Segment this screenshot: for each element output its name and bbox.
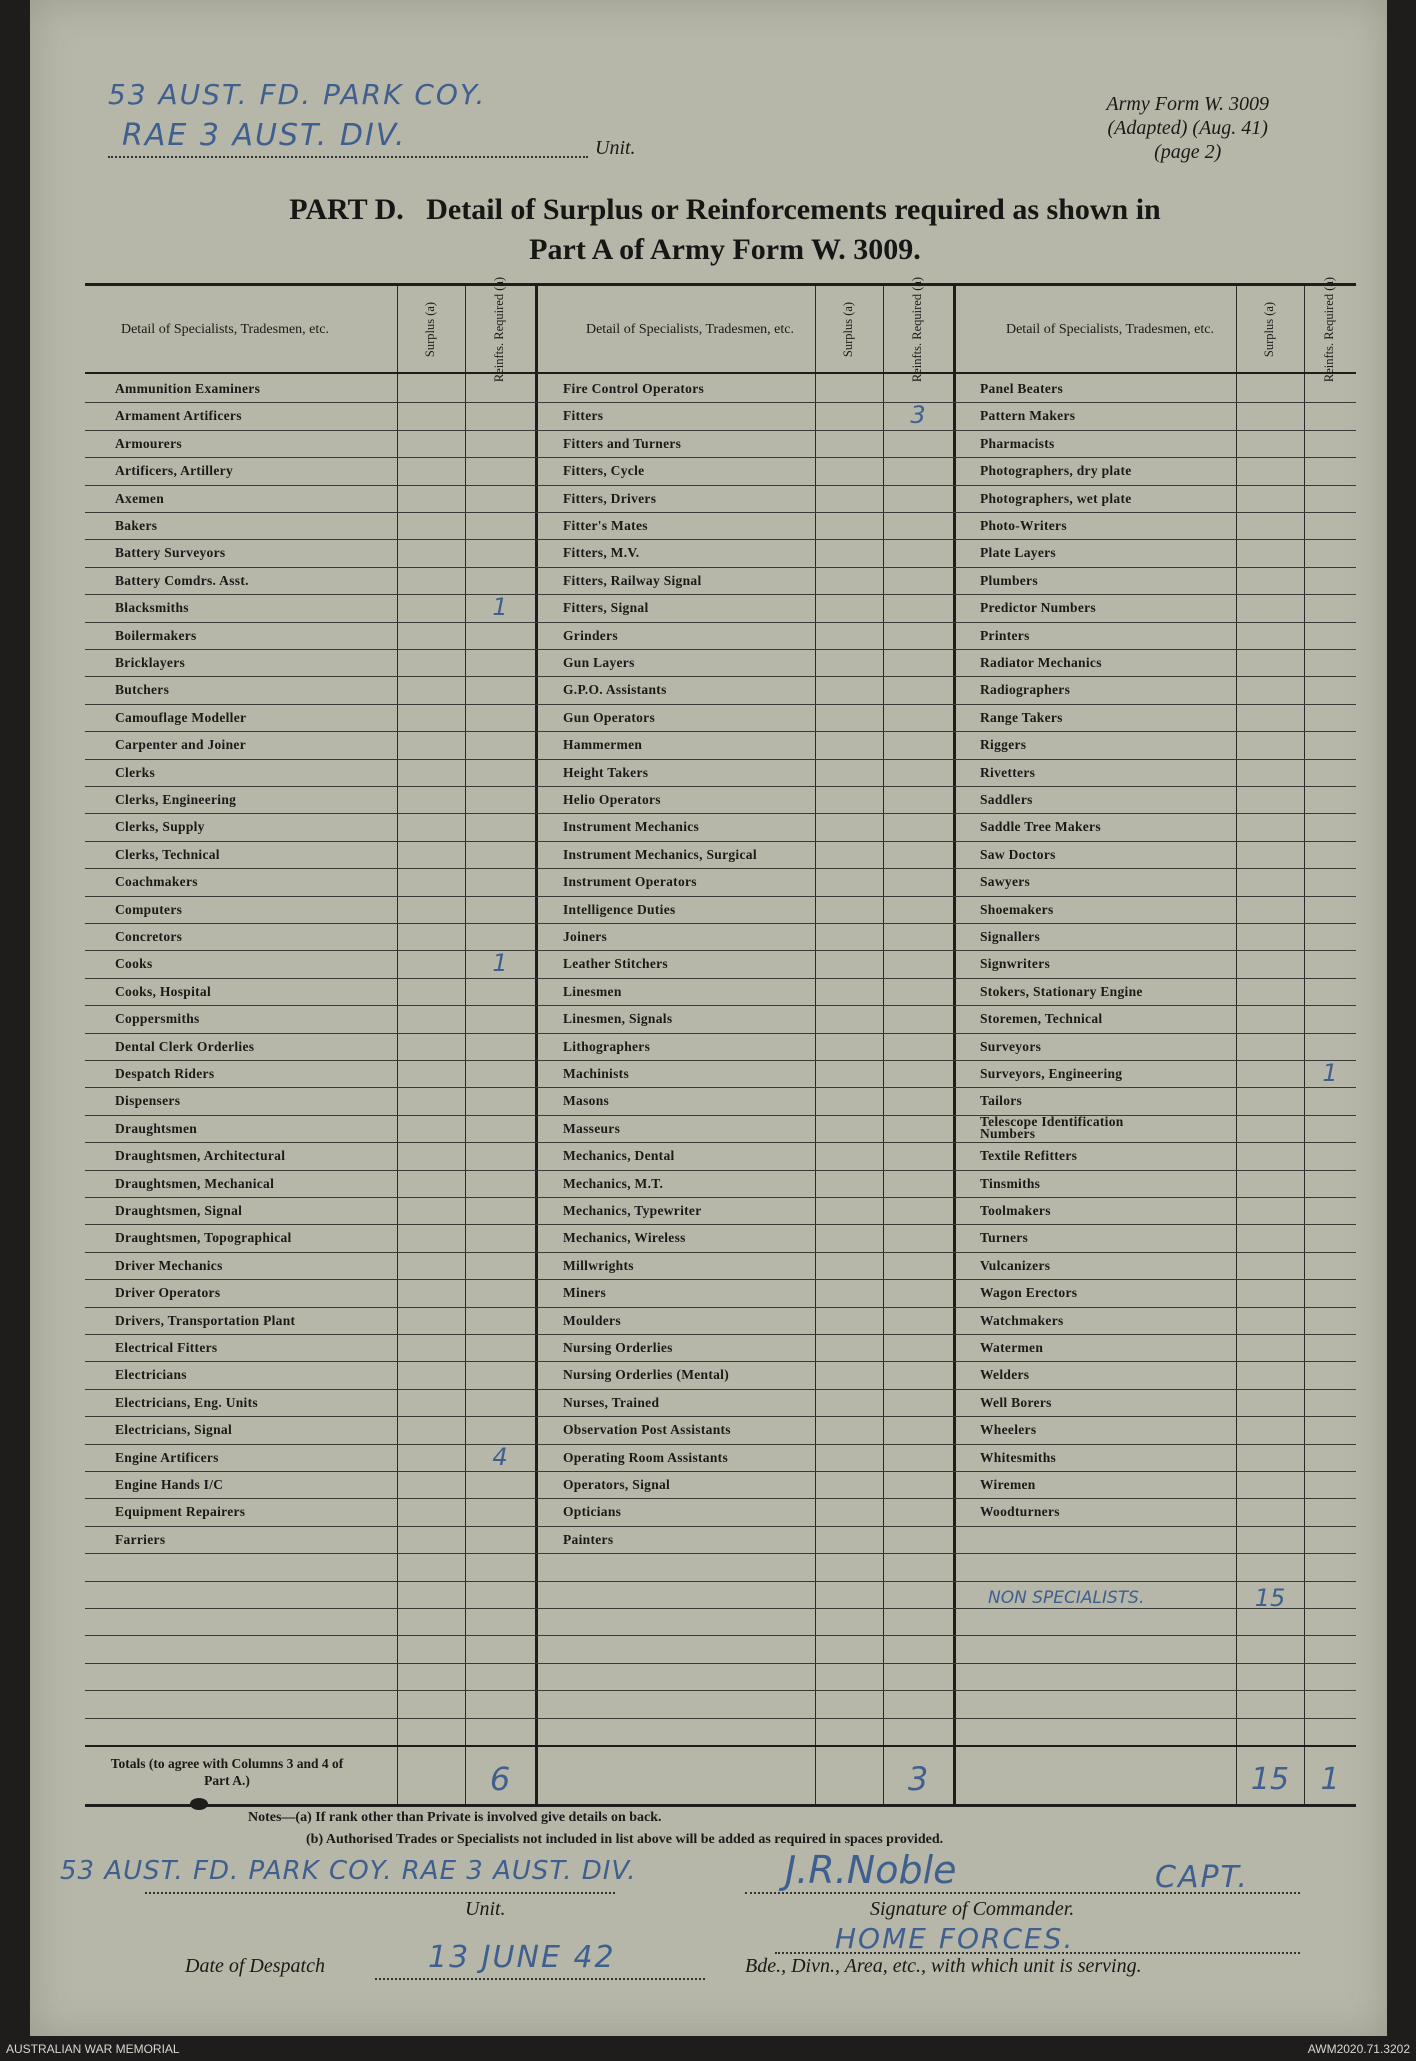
table-vline: [397, 286, 398, 1804]
trade-label: Draughtsmen: [115, 1120, 198, 1136]
trade-label: Sawyers: [980, 874, 1031, 890]
trade-label: Masons: [563, 1093, 610, 1109]
footer-unit-line: [145, 1892, 615, 1894]
trade-label: Plate Layers: [980, 545, 1056, 561]
note-b: (b) Authorised Trades or Specialists not included in list above will be added as required in spaces provided.: [306, 1832, 944, 1847]
trade-label: Driver Mechanics: [115, 1257, 223, 1273]
trade-label: Wheelers: [980, 1422, 1037, 1438]
unit-handwritten-line2: RAE 3 AUST. DIV.: [122, 118, 407, 153]
trade-label: Armourers: [115, 435, 182, 451]
trade-label: Signwriters: [980, 956, 1051, 972]
trade-label: Armament Artificers: [115, 408, 242, 424]
total-col2-reinfts: 3: [907, 1760, 929, 1798]
table-row-rule: [85, 950, 1356, 951]
table-row-rule: [85, 1279, 1356, 1280]
signature-label: Signature of Commander.: [870, 1898, 1075, 1920]
trade-label: Well Borers: [980, 1394, 1052, 1410]
trade-label: Hammermen: [563, 737, 643, 753]
trade-label: Wagon Erectors: [980, 1285, 1078, 1301]
table-row-rule: [85, 1252, 1356, 1253]
trade-label: Watermen: [980, 1340, 1044, 1355]
date-despatch-label: Date of Despatch: [185, 1955, 325, 1977]
trade-label: Fitters, M.V.: [563, 545, 640, 561]
trade-label: Miners: [563, 1285, 607, 1301]
trade-label: Draughtsmen, Architectural: [115, 1148, 286, 1164]
table-row-rule: [85, 430, 1356, 431]
footer-unit-handwritten: 53 AUST. FD. PARK COY. RAE 3 AUST. DIV.: [60, 1856, 637, 1886]
bde-label: Bde., Divn., Area, etc., with which unit is serving.: [745, 1955, 1142, 1977]
table-row-rule: [85, 622, 1356, 623]
table-row-rule: [85, 1060, 1356, 1061]
trade-label: Nursing Orderlies (Mental): [563, 1367, 730, 1383]
trade-label: Wiremen: [980, 1477, 1036, 1492]
unit-handwritten-line1: 53 AUST. FD. PARK COY.: [108, 78, 487, 111]
trade-label: Gun Layers: [563, 655, 635, 670]
totals-rule: [85, 1745, 1356, 1747]
table-header-rule: [85, 372, 1356, 374]
trade-label: Electricians, Eng. Units: [115, 1394, 258, 1410]
header-detail-col1: Detail of Specialists, Tradesmen, etc.: [120, 321, 330, 337]
trade-label: Joiners: [563, 929, 608, 944]
trade-label: Ammunition Examiners: [115, 381, 261, 396]
table-row-rule: [85, 1170, 1356, 1171]
form-title: [90, 190, 1360, 270]
trade-label: Millwrights: [563, 1257, 634, 1273]
table-vline: [815, 286, 816, 1804]
trade-label: Pharmacists: [980, 435, 1055, 451]
trade-label: Saddlers: [980, 792, 1033, 807]
trade-label: Fitters: [563, 408, 604, 424]
trade-label: Signallers: [980, 929, 1041, 944]
trade-label: Battery Comdrs. Asst.: [115, 572, 249, 588]
signature-line: [745, 1892, 1300, 1894]
trade-label: Coppersmiths: [115, 1011, 200, 1027]
trade-label: Driver Operators: [115, 1285, 221, 1301]
table-row-rule: [85, 1635, 1356, 1636]
trade-label: Linesmen, Signals: [563, 1011, 673, 1027]
trade-label: Dental Clerk Orderlies: [115, 1038, 255, 1054]
trade-label: Mechanics, Dental: [563, 1148, 675, 1164]
header-surplus-col3: Surplus (a): [1262, 301, 1277, 357]
trade-label: Riggers: [980, 737, 1027, 753]
trade-label: Whitesmiths: [980, 1449, 1057, 1465]
reinfts-entry: 1: [1322, 1059, 1338, 1087]
reinfts-entry: 3: [910, 401, 926, 430]
table-row-rule: [85, 731, 1356, 732]
trade-label: Mechanics, Typewriter: [563, 1203, 702, 1218]
trade-label: Photographers, dry plate: [980, 463, 1132, 479]
trade-label: Woodturners: [980, 1504, 1060, 1520]
trade-label: Bricklayers: [115, 655, 186, 670]
trade-label: Photo-Writers: [980, 518, 1067, 533]
surplus-entry: 15: [1254, 1583, 1286, 1612]
table-row-rule: [85, 868, 1356, 869]
trade-label: Fitters, Railway Signal: [563, 572, 702, 588]
table-row-rule: [85, 1087, 1356, 1088]
trade-label: Clerks: [115, 764, 156, 780]
despatch-line: [375, 1978, 705, 1980]
table-row-rule: [85, 594, 1356, 595]
trade-label: Welders: [980, 1367, 1030, 1383]
bde-line: [775, 1952, 1300, 1954]
trade-label: Height Takers: [563, 764, 649, 780]
trade-label: G.P.O. Assistants: [563, 682, 667, 698]
trade-label: Artificers, Artillery: [115, 463, 233, 479]
table-row-rule: [85, 457, 1356, 458]
trade-label: Clerks, Technical: [115, 846, 220, 862]
table-vline: [535, 286, 538, 1804]
table-row-rule: [85, 567, 1356, 568]
note-a: Notes—(a) If rank other than Private is involved give details on back.: [248, 1810, 662, 1825]
table-row-rule: [85, 978, 1356, 979]
trade-label: Lithographers: [563, 1038, 651, 1054]
trade-label: Mechanics, Wireless: [563, 1230, 686, 1246]
form-title-line1: PART D. Detail of Surplus or Reinforcements required as shown in: [289, 193, 1161, 226]
trade-label: Saw Doctors: [980, 846, 1056, 862]
trade-label: Bakers: [115, 518, 158, 533]
archive-caption-left: AUSTRALIAN WAR MEMORIAL: [6, 2042, 180, 2056]
trade-label: Butchers: [115, 682, 170, 698]
table-row-rule: [85, 1553, 1356, 1554]
trade-label: Nurses, Trained: [563, 1394, 660, 1410]
trade-label: Nursing Orderlies: [563, 1340, 673, 1355]
unit-label: Unit.: [595, 137, 636, 159]
trade-label: Plumbers: [980, 572, 1038, 588]
table-row-rule: [85, 1471, 1356, 1472]
trade-label: Fitter's Mates: [563, 518, 648, 533]
trade-label: Draughtsmen, Topographical: [115, 1230, 292, 1246]
trade-label: NON SPECIALISTS.: [988, 1587, 1145, 1608]
trade-label: Stokers, Stationary Engine: [980, 983, 1143, 999]
trade-label: Turners: [980, 1230, 1029, 1246]
trade-label: Draughtsmen, Mechanical: [115, 1175, 275, 1191]
unit-dotted-line: [108, 156, 588, 158]
trade-label: Masseurs: [563, 1120, 621, 1136]
archive-strip: [0, 2036, 1416, 2061]
archive-caption-right: AWM2020.71.3202: [1307, 2042, 1410, 2056]
form-reference: [1106, 92, 1269, 164]
table-row-rule: [85, 539, 1356, 540]
table-vline: [465, 286, 466, 1804]
trade-label: Grinders: [563, 627, 618, 643]
trade-label: Fitters and Turners: [563, 435, 682, 451]
reinfts-entry: 4: [492, 1442, 508, 1471]
trade-label: Vulcanizers: [980, 1257, 1051, 1273]
trade-label: Storemen, Technical: [980, 1011, 1103, 1027]
trade-label: Fitters, Signal: [563, 600, 649, 616]
trade-label: Surveyors, Engineering: [980, 1066, 1123, 1081]
table-row-rule: [85, 1718, 1356, 1719]
trade-label: Cooks: [115, 956, 153, 972]
trade-label: Despatch Riders: [115, 1066, 215, 1081]
total-col1-reinfts: 6: [489, 1760, 511, 1798]
trade-label: Operating Room Assistants: [563, 1449, 729, 1465]
trade-label: Linesmen: [563, 983, 622, 999]
trade-label: Draughtsmen, Signal: [115, 1203, 243, 1218]
trade-label: Fitters, Drivers: [563, 490, 657, 506]
table-row-rule: [85, 1389, 1356, 1390]
form-sheet: [30, 0, 1387, 2036]
table-row-rule: [85, 759, 1356, 760]
header-detail-col2: Detail of Specialists, Tradesmen, etc.: [585, 321, 795, 337]
trade-label: Cooks, Hospital: [115, 983, 212, 999]
trade-label: Instrument Mechanics, Surgical: [563, 846, 757, 862]
table-row-rule: [85, 402, 1356, 403]
trade-label: Pattern Makers: [980, 408, 1076, 424]
table-row-rule: [85, 1663, 1356, 1664]
trade-label: Observation Post Assistants: [563, 1422, 731, 1438]
table-row-rule: [85, 1197, 1356, 1198]
trade-label: Drivers, Transportation Plant: [115, 1312, 296, 1328]
trade-label: Opticians: [563, 1504, 622, 1520]
form-title-line2: Part A of Army Form W. 3009.: [529, 233, 921, 266]
trade-label: Painters: [563, 1531, 614, 1547]
trade-label: Axemen: [115, 490, 165, 506]
trade-label: Range Takers: [980, 709, 1063, 725]
trade-label: Radiator Mechanics: [980, 655, 1102, 670]
totals-label: Totals (to agree with Columns 3 and 4 of Part A.): [110, 1756, 344, 1788]
table-row-rule: [85, 676, 1356, 677]
table-row-rule: [85, 1690, 1356, 1691]
commander-rank: CAPT.: [1155, 1860, 1249, 1895]
trade-label: Saddle Tree Makers: [980, 819, 1101, 835]
trade-label: Rivetters: [980, 764, 1036, 780]
trade-label: Photographers, wet plate: [980, 490, 1132, 506]
trade-label: Gun Operators: [563, 709, 656, 725]
table-row-rule: [85, 1526, 1356, 1527]
table-vline: [1304, 286, 1305, 1804]
trade-label: Electricians, Signal: [115, 1422, 232, 1438]
trade-label: Instrument Mechanics: [563, 819, 700, 835]
trade-label: Concretors: [115, 929, 183, 944]
table-row-rule: [85, 813, 1356, 814]
table-vline: [953, 286, 956, 1804]
reinfts-entry: 1: [492, 593, 508, 622]
table-row-rule: [85, 923, 1356, 924]
trade-label: Telescope Identification Numbers: [980, 1113, 1124, 1141]
trade-label: Radiographers: [980, 682, 1071, 698]
trade-label: Textile Refitters: [980, 1148, 1078, 1164]
table-row-rule: [85, 1033, 1356, 1034]
trade-label: Engine Hands I/C: [115, 1477, 224, 1492]
trade-label: Coachmakers: [115, 874, 198, 890]
table-row-rule: [85, 485, 1356, 486]
trade-label: Shoemakers: [980, 901, 1054, 917]
trade-label: Battery Surveyors: [115, 545, 226, 561]
trade-label: Tailors: [980, 1093, 1023, 1109]
trade-label: Boilermakers: [115, 627, 197, 643]
header-surplus-col1: Surplus (a): [423, 301, 438, 357]
trade-label: Mechanics, M.T.: [563, 1175, 664, 1191]
trade-label: Fire Control Operators: [563, 381, 705, 396]
trade-label: Machinists: [563, 1066, 630, 1081]
header-reinfts-col3: Reinfts. Required (a): [1322, 276, 1337, 382]
table-row-rule: [85, 704, 1356, 705]
footer-unit-label: Unit.: [465, 1898, 506, 1920]
table-row-rule: [85, 1005, 1356, 1006]
header-reinfts-col1: Reinfts. Required (a): [492, 276, 507, 382]
trade-label: Dispensers: [115, 1093, 181, 1109]
trade-label: Surveyors: [980, 1038, 1042, 1054]
table-row-rule: [85, 896, 1356, 897]
trade-label: Moulders: [563, 1312, 621, 1328]
trade-label: Predictor Numbers: [980, 600, 1096, 616]
table-row-rule: [85, 1334, 1356, 1335]
trade-label: Helio Operators: [563, 792, 661, 807]
trade-label: Watchmakers: [980, 1312, 1064, 1328]
trade-label: Tinsmiths: [980, 1175, 1041, 1191]
trades-table: [85, 276, 1356, 1807]
reinfts-entry: 1: [492, 949, 508, 978]
trade-label: Farriers: [115, 1531, 166, 1547]
table-row-rule: [85, 1581, 1356, 1582]
trade-label: Carpenter and Joiner: [115, 737, 246, 753]
despatch-date-handwritten: 13 JUNE 42: [428, 1940, 616, 1975]
trade-label: Computers: [115, 901, 183, 917]
trade-label: Intelligence Duties: [563, 901, 676, 917]
trade-label: Clerks, Engineering: [115, 792, 237, 807]
trade-label: Camouflage Modeller: [115, 709, 247, 725]
header-reinfts-col2: Reinfts. Required (a): [910, 276, 925, 382]
form-reference-line3: (page 2): [1154, 141, 1222, 163]
trade-label: Operators, Signal: [563, 1477, 671, 1492]
trade-label: Engine Artificers: [115, 1449, 219, 1465]
header-detail-col3: Detail of Specialists, Tradesmen, etc.: [1005, 321, 1215, 337]
table-vline: [1236, 286, 1237, 1804]
header-surplus-col2: Surplus (a): [841, 301, 856, 357]
trade-label: Clerks, Supply: [115, 819, 205, 835]
total-col3-surplus: 15: [1250, 1762, 1290, 1797]
table-row-rule: [85, 786, 1356, 787]
total-col3-reinfts: 1: [1320, 1762, 1340, 1797]
home-forces-handwritten: HOME FORCES.: [835, 1922, 1075, 1955]
trade-label: Leather Stitchers: [563, 956, 668, 972]
trade-label: Toolmakers: [980, 1203, 1051, 1218]
trade-label: Instrument Operators: [563, 874, 697, 890]
commander-signature: J.R.Noble: [785, 1848, 957, 1892]
trade-label: Panel Beaters: [980, 381, 1064, 396]
table-row-rule: [85, 1498, 1356, 1499]
trade-label: Fitters, Cycle: [563, 463, 645, 479]
trade-label: Electrical Fitters: [115, 1340, 218, 1355]
trade-label: Electricians: [115, 1367, 187, 1383]
form-reference-line1: Army Form W. 3009: [1106, 93, 1269, 115]
table-vline: [883, 286, 884, 1804]
trade-label: Printers: [980, 627, 1030, 643]
table-row-rule: [85, 649, 1356, 650]
punch-hole: [190, 1798, 208, 1810]
table-row-rule: [85, 512, 1356, 513]
form-reference-line2: (Adapted) (Aug. 41): [1107, 117, 1268, 139]
trade-label: Equipment Repairers: [115, 1504, 246, 1520]
trade-label: Blacksmiths: [115, 600, 189, 616]
